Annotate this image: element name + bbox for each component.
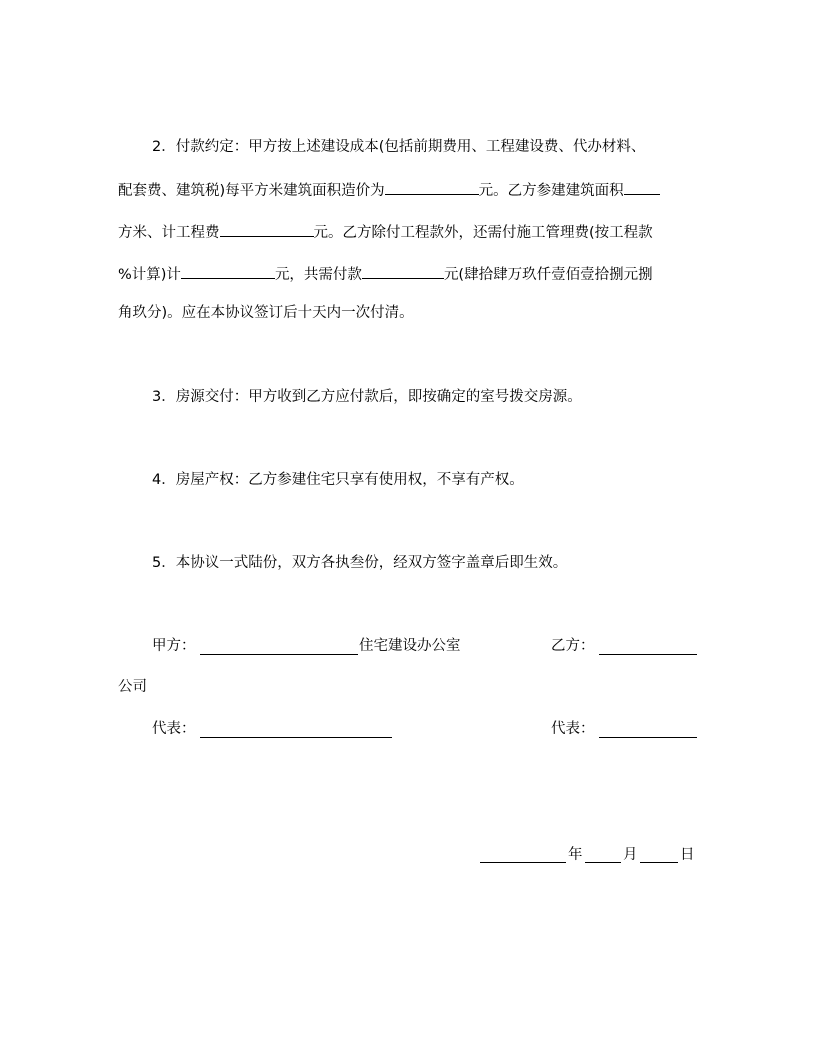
party-a-blank: [200, 654, 358, 655]
day-label: 日: [680, 847, 695, 863]
area-blank: [624, 179, 660, 195]
clause-2-line-5: [118, 303, 414, 323]
clause-2-line-2: [118, 179, 660, 199]
clause-2-text-2b: 元。乙方参建建筑面积: [478, 183, 624, 199]
clause-4: [152, 470, 524, 490]
month-label: 月: [623, 847, 638, 863]
clause-2-text-3b: 元。乙方除付工程款外，还需付施工管理费(按工程款: [313, 225, 653, 241]
party-b-blank: [599, 654, 697, 655]
rep-b-label: 代表：: [551, 721, 595, 737]
clause-2-text-4c: 元(肆拾肆万玖仟壹佰壹拾捌元捌: [443, 267, 653, 283]
total-payment-blank: [362, 263, 444, 279]
clause-2-text-5: 角玖分)。应在本协议签订后十天内一次付清。: [118, 305, 414, 321]
clause-2-text-2a: 配套费、建筑税)每平方米建筑面积造价为: [118, 183, 385, 199]
party-b-label: 乙方：: [551, 638, 595, 654]
clause-2-line-4: [118, 263, 653, 283]
rep-b-blank: [599, 737, 697, 738]
year-label: 年: [568, 847, 583, 863]
price-blank: [385, 179, 479, 195]
clause-2-text-1: 2．付款约定：甲方按上述建设成本(包括前期费用、工程建设费、代办材料、: [152, 139, 646, 155]
clause-2-line-3: [118, 221, 653, 241]
clause-2-text-4b: 元，共需付款: [274, 267, 362, 283]
rep-a-label: 代表：: [152, 721, 196, 737]
party-a-label: 甲方：: [152, 638, 196, 654]
day-blank: [640, 862, 678, 863]
clause-2-line-1: [152, 137, 645, 157]
clause-4-text: 4．房屋产权：乙方参建住宅只享有使用权，不享有产权。: [152, 472, 524, 488]
rep-a-blank: [200, 737, 392, 738]
clause-5-text: 5．本协议一式陆份，双方各执叁份，经双方签字盖章后即生效。: [152, 555, 568, 571]
party-b-suffix: 公司: [118, 679, 147, 695]
month-blank: [585, 862, 621, 863]
project-fee-blank: [220, 221, 314, 237]
year-blank: [480, 862, 566, 863]
party-a-name: 住宅建设办公室: [359, 638, 461, 654]
clause-3-text: 3．房源交付：甲方收到乙方应付款后，即按确定的室号拨交房源。: [152, 389, 582, 405]
clause-5: [152, 553, 567, 573]
clause-2-text-4a: %计算)计: [118, 267, 181, 283]
clause-2-text-3a: 方米、计工程费: [118, 225, 220, 241]
management-fee-blank: [181, 263, 275, 279]
clause-3: [152, 387, 582, 407]
